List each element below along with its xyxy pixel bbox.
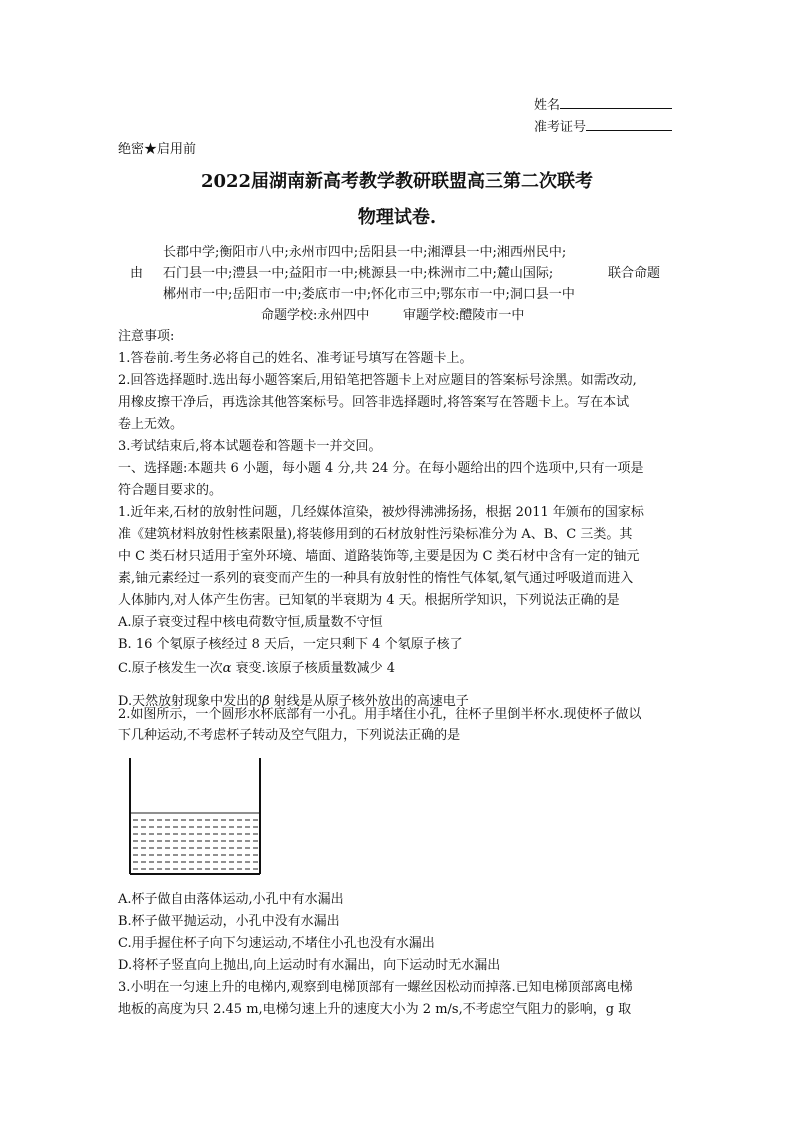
exam-title: 2022届湖南新高考教学教研联盟高三第二次联考 (200, 171, 594, 192)
q1-option-c-text-2: 衰变.该原子核质量数减少 4 (231, 661, 396, 676)
section-1-line-1: 一、选择题:本题共 6 小题，每小题 4 分,共 24 分。在每小题给出的四个选项中,只有一项是 (118, 461, 644, 476)
q1-line-2: 准《建筑材料放射性核素限量),将装修用到的石材放射性污染标准分为 A、B、C 三类。其 (118, 527, 633, 542)
name-field[interactable] (534, 96, 672, 114)
cup-with-water-figure (120, 756, 270, 881)
q1-option-c-text-1: C.原子核发生一次 (118, 661, 223, 676)
name-blank[interactable] (560, 96, 672, 109)
q2-option-a: A.杯子做自由落体运动,小孔中有水漏出 (118, 892, 344, 907)
q1-option-d-text-1: D.天然放射现象中发出的 (118, 694, 263, 709)
q2-option-d: D.将杯子竖直向上抛出,向上运动时有水漏出，向下运动时无水漏出 (118, 958, 501, 973)
section-1-line-2: 符合题目要求的。 (118, 483, 223, 498)
q1-line-5: 人体肺内,对人体产生伤害。已知氡的半衰期为 4 天。根据所学知识，下列说法正确的是 (118, 593, 620, 608)
beta-symbol: β (262, 694, 270, 709)
reviewer-school: 审题学校:醴陵市一中 (403, 308, 525, 323)
schools-joint: 联合命题 (608, 266, 661, 281)
name-label: 姓名 (534, 98, 561, 113)
alpha-symbol: α (222, 661, 232, 676)
note-2-line-3: 卷上无效。 (118, 417, 184, 432)
note-3: 3.考试结束后,将本试题卷和答题卡一并交回。 (118, 439, 382, 454)
schools-line-3: 郴州市一中;岳阳市一中;娄底市一中;怀化市三中;鄂东市一中;洞口县一中 (163, 287, 575, 302)
note-2-line-2: 用橡皮擦干净后，再选涂其他答案标号。回答非选择题时,将答案写在答题卡上。写在本试 (118, 395, 630, 410)
ticket-number-field[interactable] (534, 118, 672, 136)
secret-label: 绝密★启用前 (118, 142, 197, 157)
notes-heading: 注意事项: (118, 329, 175, 344)
q2-line-1: 2.如图所示，一个圆形水杯底部有一小孔。用手堵住小孔，往杯子里倒半杯水.现使杯子做以 (118, 707, 642, 722)
q2-option-c: C.用手握住杯子向下匀速运动,不堵住小孔也没有水漏出 (118, 936, 435, 951)
note-1: 1.答卷前.考生务必将自己的姓名、准考证号填写在答题卡上。 (118, 351, 473, 366)
ticket-number-label: 准考证号 (534, 120, 587, 135)
q1-option-d-text-2: 射线是从原子核外放出的高速电子 (269, 694, 469, 709)
q3-line-1: 3.小明在一匀速上升的电梯内,观察到电梯顶部有一螺丝因松动而掉落.已知电梯顶部离电梯 (118, 980, 633, 995)
q3-line-2: 地板的高度为只 2.45 m,电梯匀速上升的速度大小为 2 m/s,不考虑空气阻力的影响，g 取 (118, 1002, 632, 1017)
setter-school: 命题学校:永州四中 (261, 308, 370, 323)
schools-line-2: 石门县一中;澧县一中;益阳市一中;桃源县一中;株洲市二中;麓山国际; (163, 266, 554, 281)
q1-option-b: B. 16 个氡原子核经过 8 天后，一定只剩下 4 个氡原子核了 (118, 637, 463, 652)
q1-option-a: A.原子衰变过程中核电荷数守恒,质量数不守恒 (118, 615, 383, 630)
exam-subtitle: 物理试卷. (357, 207, 437, 228)
schools-by: 由 (130, 266, 144, 281)
q2-line-2: 下几种运动,不考虑杯子转动及空气阻力，下列说法正确的是 (118, 728, 461, 743)
q1-line-1: 1.近年来,石材的放射性问题，几经媒体渲染，被炒得沸沸扬扬，根据 2011 年颁布的国家标 (118, 505, 644, 520)
q2-option-b: B.杯子做平抛运动，小孔中没有水漏出 (118, 914, 340, 929)
schools-line-1: 长郡中学;衡阳市八中;永州市四中;岳阳县一中;湘潭县一中;湘西州民中; (163, 245, 567, 260)
ticket-number-blank[interactable] (586, 118, 672, 131)
note-2-line-1: 2.回答选择题时.选出每小题答案后,用铅笔把答题卡上对应题目的答案标号涂黑。如需改动, (118, 373, 637, 388)
q1-option-c (118, 660, 395, 677)
q1-line-3: 中 C 类石材只适用于室外环境、墙面、道路装饰等,主要是因为 C 类石材中含有一定的铀元 (118, 549, 640, 564)
q1-line-4: 素,铀元素经过一系列的衰变而产生的一种具有放射性的惰性气体氡,氡气通过呼吸道而进入 (118, 571, 634, 586)
